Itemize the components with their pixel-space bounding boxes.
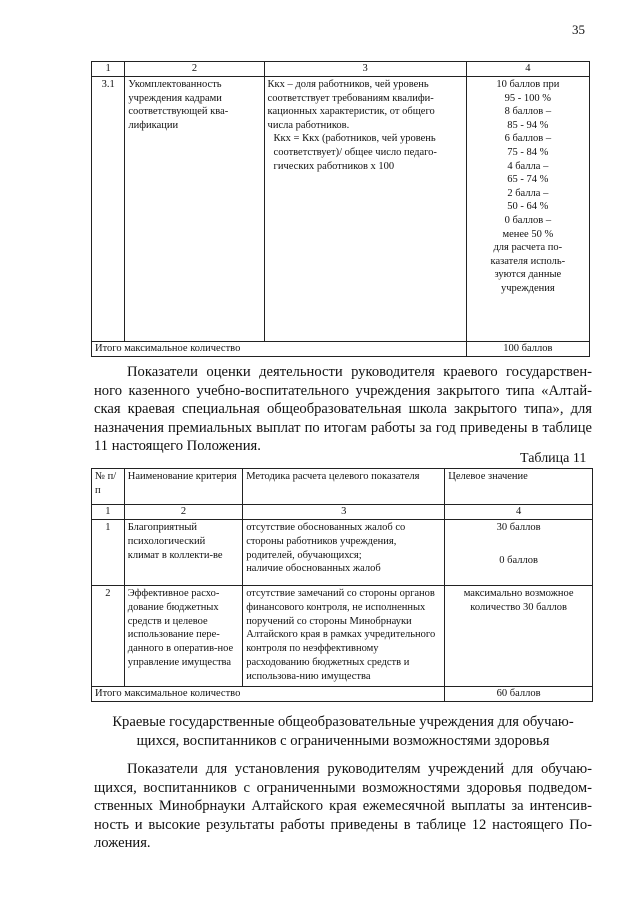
total-label: Итого максимальное количество — [92, 342, 467, 357]
value-cell — [445, 520, 593, 586]
method-line: кационных характеристик, от общего — [267, 106, 435, 118]
page-number: 35 — [572, 22, 585, 37]
table-row — [92, 520, 593, 586]
paragraph: Показатели для установления руководителям учреждений для обучаю-щихся, воспитанников с ограниченными возможностями здоровья подведом-ственных Минобрнауки Алтайского края ежемесячной выплаты за интенсив-ность и высокие результаты работы приведены в таблице 12 настоящего По-ложения. — [94, 761, 592, 851]
table-header-row — [92, 62, 590, 77]
table-row — [92, 586, 593, 687]
table-row — [92, 77, 590, 342]
value-line: 85 - 94 % — [507, 119, 549, 131]
table-total-row — [92, 342, 590, 357]
total-value: 60 баллов — [445, 687, 593, 702]
criterion-cell: Эффективное расхо-дование бюджетных средств и целевое использование пере-данного в оператив-ное управление имущества — [124, 586, 242, 687]
value-line: 4 балла – — [507, 160, 549, 172]
method-line: числа работников. — [267, 119, 350, 131]
method-text: отсутствие обоснованных жалоб со стороны работников учреждения, родителей, обучающихся; — [246, 522, 406, 561]
value-text: 30 баллов — [496, 522, 541, 533]
row-number: 1 — [92, 520, 125, 586]
header-cell: 1 — [92, 62, 125, 77]
column-number: 1 — [92, 505, 125, 520]
method-line: соответствует требованиям квалифи- — [267, 92, 434, 104]
criteria-table-11 — [91, 468, 593, 702]
method-line: Ккх – доля работников, чей уровень — [267, 79, 429, 90]
value-line: 75 - 84 % — [507, 146, 549, 158]
method-cell — [243, 520, 445, 586]
criteria-table-10 — [91, 61, 590, 357]
criterion-cell: Укомплектованность учреждения кадрами соответствующей ква-лификации — [125, 77, 264, 342]
value-line: 95 - 100 % — [504, 92, 552, 104]
total-label: Итого максимальное количество — [92, 687, 445, 702]
paragraph: Показатели оценки деятельности руководителя краевого государствен-ного казенного учебно-воспитательного учреждения закрытого типа «Алтай-ская краевая специальная общеобразовательная школа закрытого типа», для назначения премиальных выплат по итогам работы за год приведены в таблице 11 настоящего Положения. — [94, 364, 592, 454]
value-line: 10 баллов при — [496, 79, 560, 90]
method-line: Ккх = Ккх (работников, чей уровень — [273, 133, 436, 145]
value-line: 65 - 74 % — [507, 174, 549, 186]
table-number-row — [92, 505, 593, 520]
column-number: 4 — [445, 505, 593, 520]
value-line: 6 баллов – — [504, 133, 552, 145]
value-line: казателя исполь- — [490, 255, 566, 267]
method-cell — [264, 77, 466, 342]
value-text: 0 баллов — [499, 554, 538, 566]
header-cell: Наименование критерия — [124, 469, 242, 505]
header-cell: Методика расчета целевого показателя — [243, 469, 445, 505]
value-line: 2 балла – — [507, 187, 549, 199]
total-value: 100 баллов — [466, 342, 589, 357]
value-line: зуются данные — [494, 269, 562, 281]
header-cell: 3 — [264, 62, 466, 77]
criterion-cell: Благоприятный психологический климат в коллекти-ве — [124, 520, 242, 586]
value-line: 8 баллов – — [504, 106, 552, 118]
section-heading: Краевые государственные общеобразовательные учреждения для обучаю-щихся, воспитанников с ограниченными возможностями здоровья — [112, 714, 574, 749]
row-number: 2 — [92, 586, 125, 687]
header-cell: № п/п — [92, 469, 125, 505]
value-line: 0 баллов – — [504, 214, 552, 226]
table-caption: Таблица 11 — [520, 451, 587, 466]
column-number: 3 — [243, 505, 445, 520]
table-header-row — [92, 469, 593, 505]
value-line: учреждения — [500, 282, 555, 294]
method-line: соответствует)/ общее число педаго- — [273, 146, 437, 158]
column-number: 2 — [124, 505, 242, 520]
value-line: 50 - 64 % — [507, 201, 549, 213]
value-line: менее 50 % — [502, 228, 554, 240]
method-text: наличие обоснованных жалоб — [246, 563, 381, 575]
row-number: 3.1 — [92, 77, 125, 342]
method-line: гических работников х 100 — [273, 160, 395, 172]
table-total-row — [92, 687, 593, 702]
value-line: для расчета по- — [493, 242, 563, 254]
value-cell — [466, 77, 589, 342]
header-cell: Целевое значение — [445, 469, 593, 505]
header-cell: 2 — [125, 62, 264, 77]
value-cell: максимально возможное количество 30 баллов — [445, 586, 593, 687]
method-cell: отсутствие замечаний со стороны органов финансового контроля, не исполненных поручений со стороны Минобрнауки Алтайского края в рамках учредительного контроля по неэффективному расходованию бюджетных средств и использова-нию имущества — [243, 586, 445, 687]
header-cell: 4 — [466, 62, 589, 77]
